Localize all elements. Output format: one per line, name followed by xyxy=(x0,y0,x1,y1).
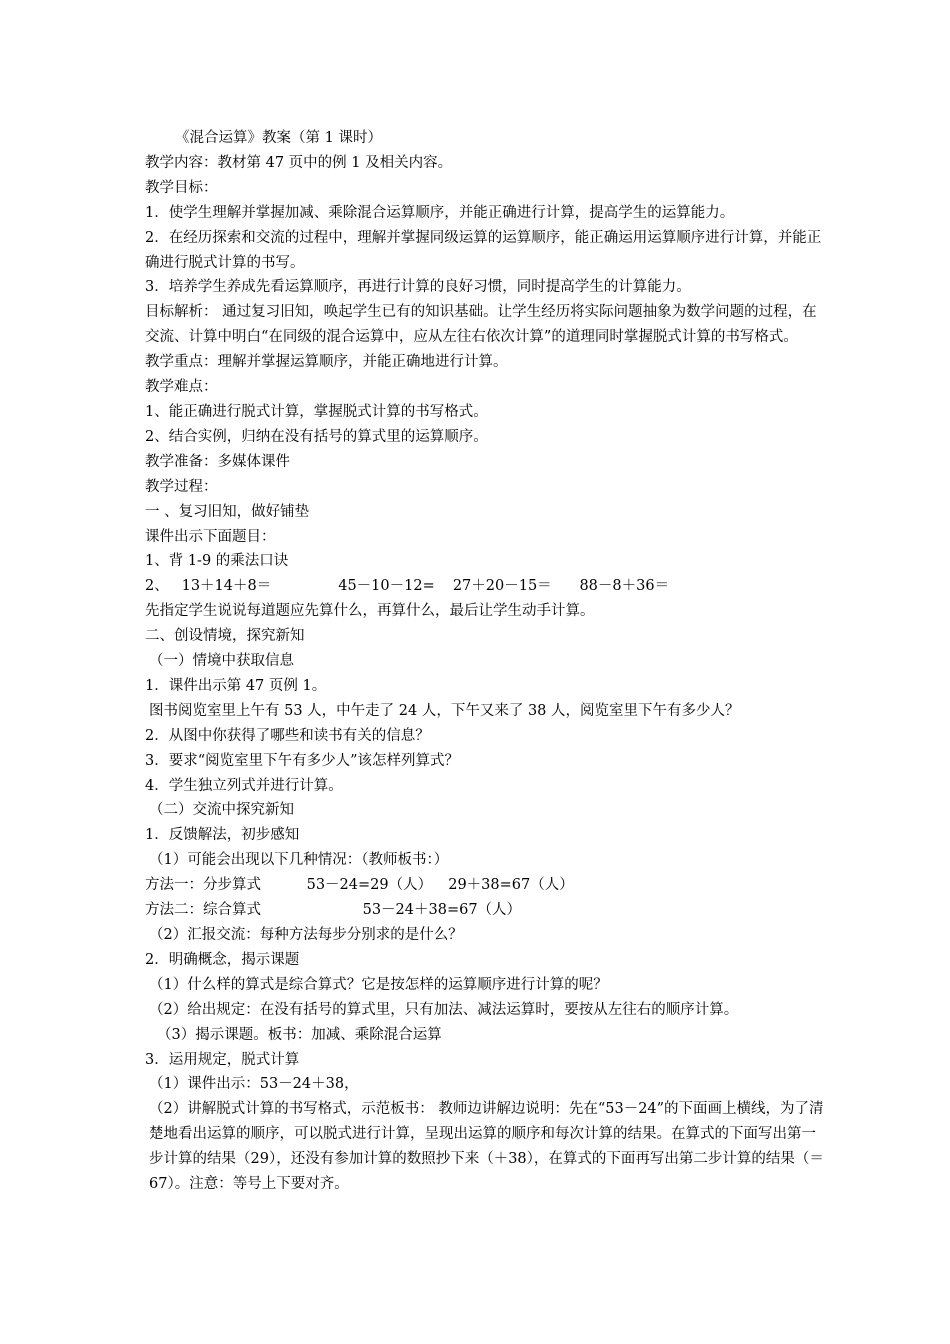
apply-show: （1）课件出示：53－24＋38， xyxy=(149,1076,359,1093)
key-point: 教学重点：理解并掌握运算顺序，并能正确地进行计算。 xyxy=(145,354,508,371)
part1-intro: 课件出示下面题目： xyxy=(145,528,276,545)
goal-analysis: 目标解析： 通过复习旧知，唤起学生已有的知识基础。让学生经历将实际问题抽象为数学问题的过程，在交流、计算中明白“在同级的混合运算中，应从左往右依次计算”的道理同时掌握脱式计算的书写格式。 xyxy=(145,304,817,346)
sub2-heading: （二）交流中探究新知 xyxy=(149,802,294,819)
part2-heading: 二、创设情境，探究新知 xyxy=(145,628,305,645)
difficulty-heading: 教学难点： xyxy=(145,379,218,396)
lesson-plan-body xyxy=(145,126,825,1197)
apply-heading: 3．运用规定，脱式计算 xyxy=(145,1051,300,1068)
sub1-line: 图书阅览室里上午有 53 人，中午走了 24 人，下午又来了 38 人，阅览室里下午有多少人？ xyxy=(149,702,740,719)
topic-line: （3）揭示课题。板书：加减、乘除混合运算 xyxy=(157,1026,442,1043)
goals-heading: 教学目标： xyxy=(145,179,218,196)
method2-expression: 53－24＋38=67（人） xyxy=(362,902,522,919)
method2-label: 方法二：综合算式 xyxy=(145,902,261,919)
goal-1: 1．使学生理解并掌握加减、乘除混合运算顺序，并能正确进行计算，提高学生的运算能力。 xyxy=(145,204,735,221)
process-heading: 教学过程： xyxy=(145,478,218,495)
method1-step1: 53－24=29（人） xyxy=(306,877,433,894)
difficulty-1: 1、能正确进行脱式计算，掌握脱式计算的书写格式。 xyxy=(145,403,488,420)
sub1-heading: （一）情境中获取信息 xyxy=(149,653,294,670)
report-line: （2）汇报交流：每种方法每步分别求的是什么？ xyxy=(149,927,463,943)
cases-line: （1）可能会出现以下几种情况：（教师板书：） xyxy=(149,852,449,869)
goal-3: 3．培养学生养成先看运算顺序，再进行计算的良好习惯，同时提高学生的计算能力。 xyxy=(145,279,691,296)
page-title: 《混合运算》教案（第 1 课时） xyxy=(175,130,382,146)
preparation: 教学准备：多媒体课件 xyxy=(145,453,290,470)
expression: 13＋14＋8＝ xyxy=(181,578,272,595)
sub1-line: 3．要求“阅览室里下午有多少人”该怎样列算式？ xyxy=(145,752,460,769)
rule-line: （2）给出规定：在没有括号的算式里，只有加法、减法运算时，要按从左往右的顺序计算。 xyxy=(149,1001,739,1018)
expression: 88－8＋36＝ xyxy=(579,578,670,595)
sub1-line: 1．课件出示第 47 页例 1。 xyxy=(145,677,327,694)
method-1 xyxy=(145,873,825,898)
part1-instruction: 先指定学生说说每道题应先算什么，再算什么，最后让学生动手计算。 xyxy=(145,603,595,620)
expression: 45－10－12= xyxy=(338,578,435,595)
sub1-line: 4．学生独立列式并进行计算。 xyxy=(145,777,343,794)
goal-2: 2．在经历探索和交流的过程中，理解并掌握同级运算的运算顺序，能正确运用运算顺序进行计算，并能正确进行脱式计算的书写。 xyxy=(145,229,822,271)
method1-label: 方法一：分步算式 xyxy=(145,877,261,894)
difficulty-2: 2、结合实例，归纳在没有括号的算式里的运算顺序。 xyxy=(145,428,488,445)
part1-item1: 1、背 1-9 的乘法口诀 xyxy=(145,553,289,570)
method1-step2: 29＋38=67（人） xyxy=(448,877,574,894)
method-2 xyxy=(145,898,825,923)
feedback-heading: 1．反馈解法，初步感知 xyxy=(145,827,300,844)
expression: 27＋20－15＝ xyxy=(452,578,552,595)
concept-question: （1）什么样的算式是综合算式？它是按怎样的运算顺序进行计算的呢？ xyxy=(149,976,608,993)
item2-prefix: 2、 xyxy=(145,578,169,595)
concept-heading: 2．明确概念，揭示课题 xyxy=(145,951,300,968)
part1-item2 xyxy=(145,574,825,599)
sub1-line: 2．从图中你获得了哪些和读书有关的信息？ xyxy=(145,727,430,744)
part1-heading: 一 、复习旧知，做好铺垫 xyxy=(145,503,310,520)
teaching-content: 教学内容：教材第 47 页中的例 1 及相关内容。 xyxy=(145,154,453,171)
explanation-paragraph: （2）讲解脱式计算的书写格式，示范板书： 教师边讲解边说明：先在“53－24”的下面画上横线，为了清楚地看出运算的顺序，可以脱式进行计算，呈现出运算的顺序和每次计算的结果。在算式的下面写出第一步计算的结果（29），还没有参加计算的数照抄下来（＋38），在算式的下面再写出第二步计算的结果（＝67）。注意：等号上下要对齐。 xyxy=(149,1101,824,1193)
